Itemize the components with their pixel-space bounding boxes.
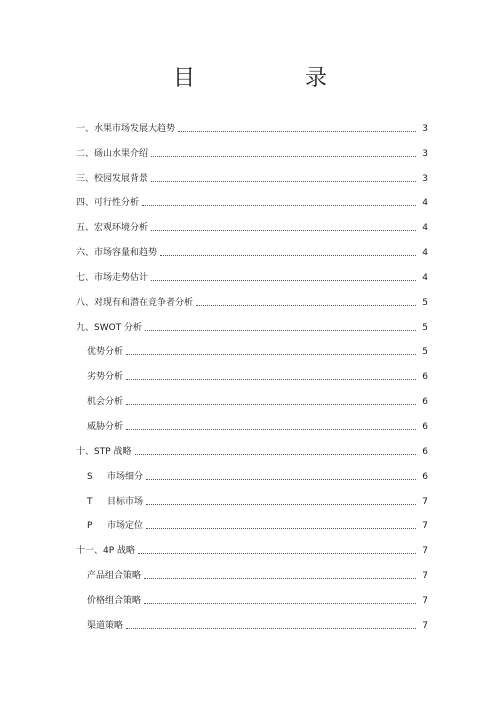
toc-entry[interactable] bbox=[76, 309, 428, 334]
toc-entry[interactable] bbox=[76, 259, 428, 284]
toc-entry-label: 二、砀山水果介绍 bbox=[76, 148, 149, 159]
toc-subentry[interactable] bbox=[76, 607, 428, 632]
toc-entry-text: 市场细分 bbox=[107, 471, 144, 482]
toc-leader-dots bbox=[144, 578, 416, 579]
toc-leader-dots bbox=[151, 181, 416, 182]
toc-leader-dots bbox=[178, 131, 416, 132]
toc-entry-label: 优势分析 bbox=[87, 347, 124, 358]
toc-entry-label: 渠道策略 bbox=[87, 620, 124, 631]
toc-entry[interactable] bbox=[76, 185, 428, 210]
toc-leader-dots bbox=[146, 479, 416, 480]
toc-page-number: 3 bbox=[422, 173, 428, 184]
toc-subentry[interactable] bbox=[76, 458, 428, 483]
toc-page-number: 4 bbox=[422, 198, 428, 209]
toc-leader-dots bbox=[126, 429, 416, 430]
toc-page-number: 5 bbox=[422, 297, 428, 308]
toc-leader-dots bbox=[146, 528, 416, 529]
toc-entry[interactable] bbox=[76, 234, 428, 259]
toc-subentry[interactable] bbox=[76, 508, 428, 533]
toc-page-number: 7 bbox=[422, 496, 428, 507]
toc-entry-label: 价格组合策略 bbox=[87, 595, 142, 606]
toc-entry-text: 目标市场 bbox=[107, 496, 144, 507]
toc-entry-label bbox=[87, 471, 143, 483]
toc-subentry[interactable] bbox=[76, 408, 428, 433]
toc-page-number: 7 bbox=[422, 571, 428, 582]
toc-entry-label: 劣势分析 bbox=[87, 372, 124, 383]
toc-entry-label: 十一、4P 战略 bbox=[76, 546, 136, 557]
toc-page-number: 4 bbox=[422, 223, 428, 234]
toc-entry-label: 五、宏观环境分析 bbox=[76, 223, 149, 234]
toc-leader-dots bbox=[126, 379, 416, 380]
toc-leader-dots bbox=[160, 255, 416, 256]
toc-page-number: 4 bbox=[422, 272, 428, 283]
toc-leader-dots bbox=[151, 230, 416, 231]
toc-leader-dots bbox=[144, 603, 416, 604]
toc-page-number: 6 bbox=[422, 421, 428, 432]
toc-entry[interactable] bbox=[76, 110, 428, 135]
toc-entry-label: 机会分析 bbox=[87, 397, 124, 408]
toc-page-number: 7 bbox=[422, 521, 428, 532]
toc-leader-dots bbox=[135, 454, 417, 455]
toc-page-number: 7 bbox=[422, 620, 428, 631]
toc-entry-label: 四、可行性分析 bbox=[76, 198, 140, 209]
toc-page-number: 3 bbox=[422, 123, 428, 134]
toc-subentry[interactable] bbox=[76, 557, 428, 582]
toc-entry-label: 六、市场容量和趋势 bbox=[76, 248, 158, 259]
toc-leader-dots bbox=[126, 404, 416, 405]
table-of-contents bbox=[76, 110, 428, 632]
toc-leader-dots bbox=[145, 330, 416, 331]
toc-entry-label: 三、校园发展背景 bbox=[76, 173, 149, 184]
toc-entry-label: 七、市场走势估计 bbox=[76, 272, 149, 283]
toc-page-number: 6 bbox=[422, 372, 428, 383]
toc-leader-dots bbox=[151, 156, 416, 157]
toc-entry-label: 产品组合策略 bbox=[87, 571, 142, 582]
toc-entry[interactable] bbox=[76, 160, 428, 185]
toc-entry-prefix: T bbox=[87, 496, 93, 507]
toc-page-number: 6 bbox=[422, 397, 428, 408]
toc-entry-prefix: P bbox=[87, 521, 93, 532]
toc-entry-label: 威胁分析 bbox=[87, 421, 124, 432]
toc-page-number: 5 bbox=[422, 322, 428, 333]
toc-entry-label: 一、水果市场发展大趋势 bbox=[76, 123, 176, 134]
toc-entry-label bbox=[87, 520, 143, 532]
toc-entry-text: 市场定位 bbox=[107, 521, 144, 532]
toc-entry-label: 九、SWOT 分析 bbox=[76, 322, 143, 333]
toc-leader-dots bbox=[142, 205, 416, 206]
toc-subentry[interactable] bbox=[76, 334, 428, 359]
toc-page-number: 7 bbox=[422, 595, 428, 606]
toc-entry[interactable] bbox=[76, 284, 428, 309]
page-title: 目 录 bbox=[172, 66, 371, 91]
toc-leader-dots bbox=[126, 354, 416, 355]
toc-page-number: 6 bbox=[422, 446, 428, 457]
toc-page-number: 6 bbox=[422, 471, 428, 482]
toc-leader-dots bbox=[151, 280, 416, 281]
toc-leader-dots bbox=[196, 305, 416, 306]
toc-leader-dots bbox=[126, 628, 416, 629]
toc-leader-dots bbox=[138, 553, 416, 554]
toc-entry[interactable] bbox=[76, 209, 428, 234]
toc-entry-prefix: S bbox=[87, 471, 93, 482]
toc-leader-dots bbox=[146, 504, 416, 505]
toc-subentry[interactable] bbox=[76, 483, 428, 508]
toc-entry[interactable] bbox=[76, 532, 428, 557]
toc-page-number: 4 bbox=[422, 248, 428, 259]
toc-entry-label: 十、STP 战略 bbox=[76, 446, 132, 457]
toc-entry[interactable] bbox=[76, 135, 428, 160]
toc-subentry[interactable] bbox=[76, 582, 428, 607]
toc-page-number: 3 bbox=[422, 148, 428, 159]
toc-subentry[interactable] bbox=[76, 358, 428, 383]
toc-page-number: 7 bbox=[422, 546, 428, 557]
toc-subentry[interactable] bbox=[76, 383, 428, 408]
toc-entry-label bbox=[87, 496, 143, 508]
toc-entry-label: 八、对现有和潜在竞争者分析 bbox=[76, 297, 194, 308]
toc-entry[interactable] bbox=[76, 433, 428, 458]
toc-page-number: 5 bbox=[422, 347, 428, 358]
